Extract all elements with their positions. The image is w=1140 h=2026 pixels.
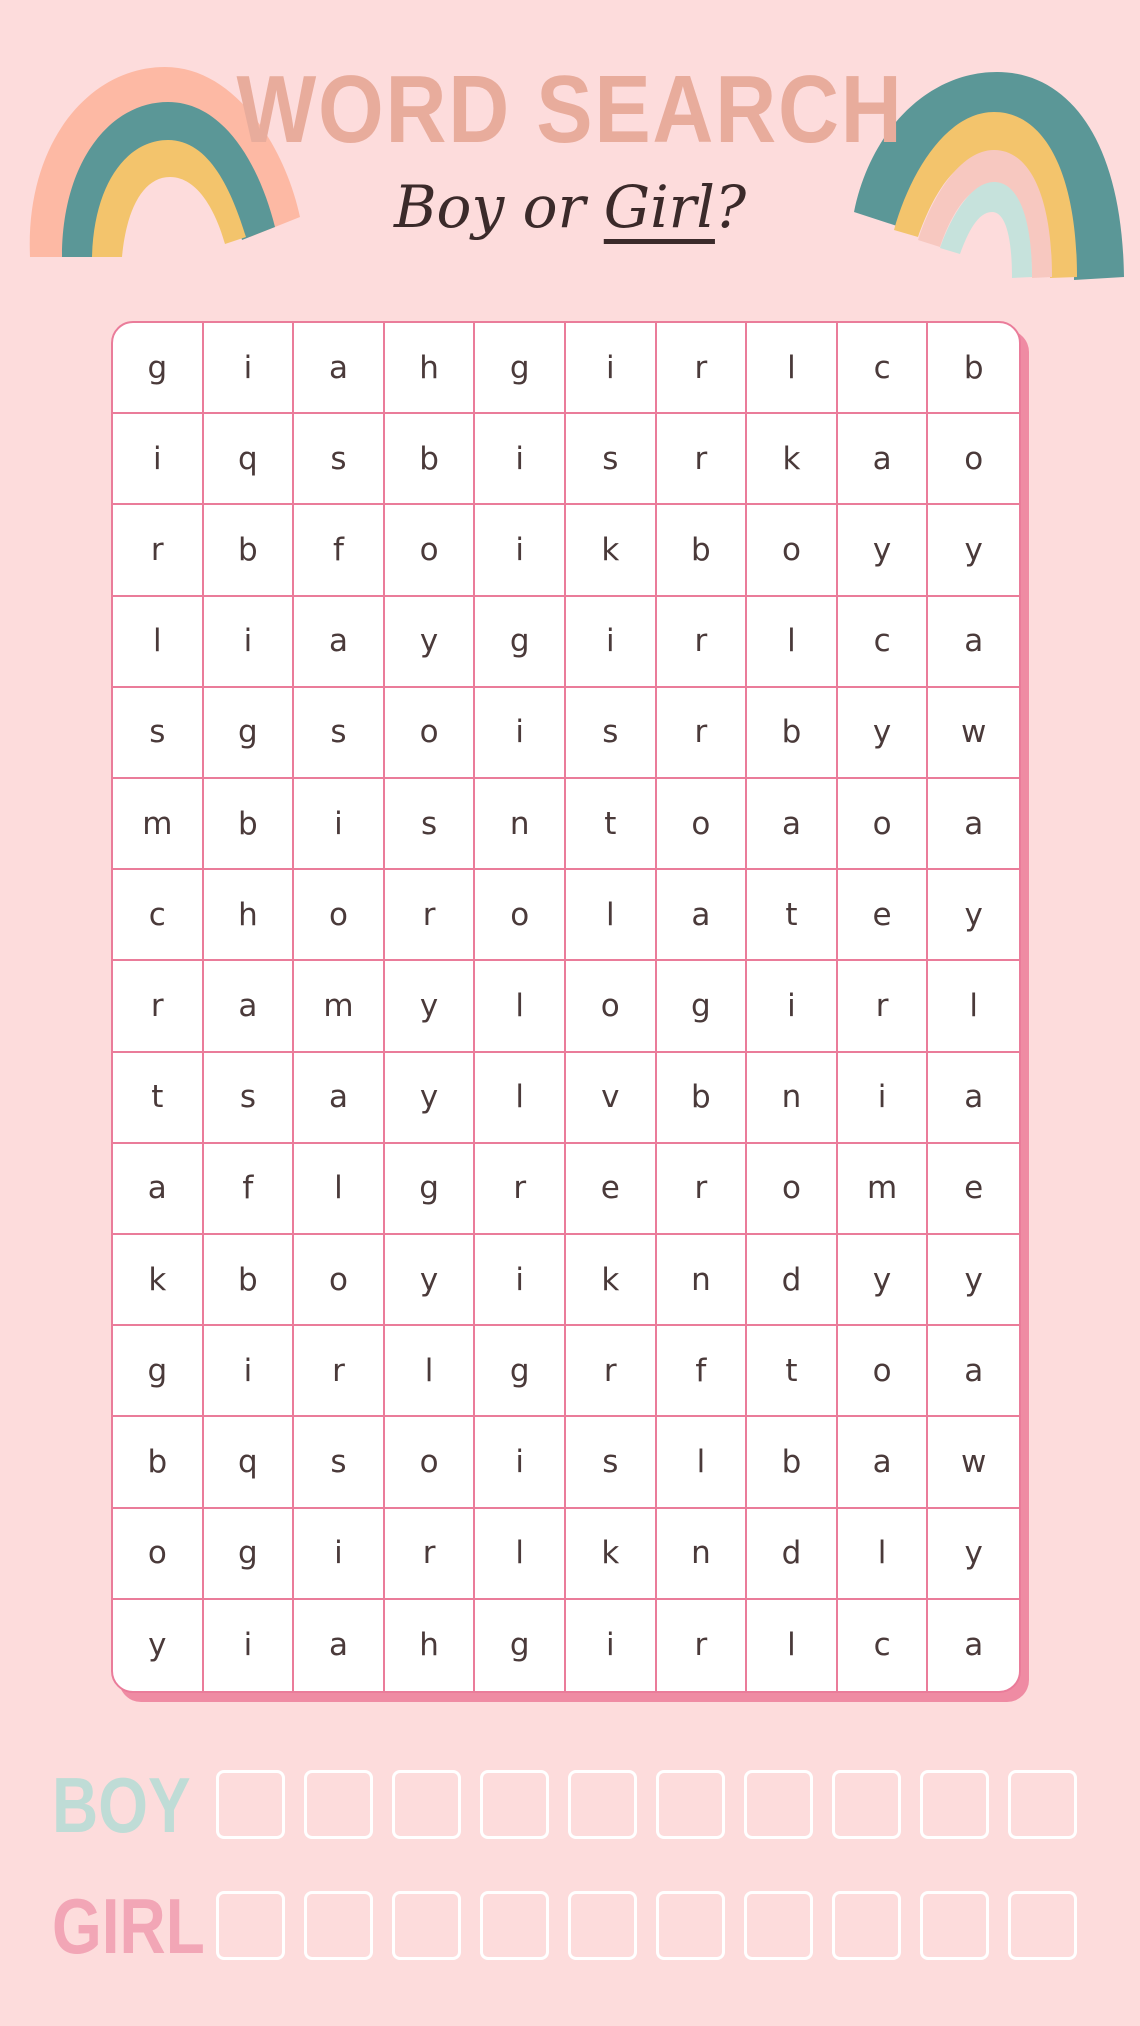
grid-cell[interactable]: b (204, 1235, 295, 1326)
grid-cell[interactable]: s (113, 688, 204, 779)
grid-cell[interactable]: y (385, 597, 476, 688)
grid-cell[interactable]: o (294, 1235, 385, 1326)
grid-cell[interactable]: i (113, 414, 204, 505)
grid-cell[interactable]: i (838, 1053, 929, 1144)
grid-cell[interactable]: y (928, 870, 1019, 961)
grid-cell[interactable]: t (747, 1326, 838, 1417)
grid-cell[interactable]: r (294, 1326, 385, 1417)
answer-label-girl: GIRL (52, 1882, 205, 1970)
grid-cell[interactable]: q (204, 414, 295, 505)
grid-cell[interactable]: n (475, 779, 566, 870)
grid-cell[interactable]: b (385, 414, 476, 505)
grid-cell[interactable]: y (928, 1509, 1019, 1600)
grid-cell[interactable]: l (566, 870, 657, 961)
grid-cell[interactable]: k (566, 1235, 657, 1326)
answer-letter-box[interactable] (832, 1891, 901, 1960)
answer-letter-box[interactable] (744, 1770, 813, 1839)
grid-cell[interactable]: b (113, 1417, 204, 1508)
grid-cell[interactable]: l (475, 961, 566, 1052)
grid-cell[interactable]: i (566, 323, 657, 414)
word-search-grid (111, 321, 1021, 1693)
grid-cell[interactable]: y (838, 505, 929, 596)
grid-cell[interactable]: o (113, 1509, 204, 1600)
grid-cell[interactable]: a (294, 597, 385, 688)
grid-cell[interactable]: l (475, 1509, 566, 1600)
answer-letter-box[interactable] (568, 1770, 637, 1839)
grid-cell[interactable]: g (204, 688, 295, 779)
grid-cell[interactable]: r (657, 1600, 748, 1691)
answer-letter-box[interactable] (1008, 1770, 1077, 1839)
grid-cell[interactable]: a (294, 1053, 385, 1144)
grid-cell[interactable]: h (385, 323, 476, 414)
grid-cell[interactable]: o (385, 688, 476, 779)
grid-cell[interactable]: g (475, 323, 566, 414)
grid-cell[interactable]: o (747, 505, 838, 596)
grid-cell[interactable]: y (385, 961, 476, 1052)
answer-row-girl (0, 1882, 1140, 1970)
grid-cell[interactable]: a (747, 779, 838, 870)
grid-cell[interactable]: k (566, 505, 657, 596)
grid-cell[interactable]: f (294, 505, 385, 596)
grid-cell[interactable]: o (566, 961, 657, 1052)
grid-cell[interactable]: l (928, 961, 1019, 1052)
grid-cell[interactable]: i (204, 1600, 295, 1691)
answer-letter-box[interactable] (832, 1770, 901, 1839)
grid-cell[interactable]: d (747, 1235, 838, 1326)
grid-cell[interactable]: o (385, 1417, 476, 1508)
subtitle-suffix: ? (714, 173, 747, 241)
grid-cell[interactable]: a (964, 1627, 984, 1664)
grid-cell[interactable]: r (657, 414, 748, 505)
grid-cell[interactable]: s (385, 779, 476, 870)
grid-cell[interactable]: t (747, 870, 838, 961)
grid-cell[interactable]: c (838, 323, 929, 414)
grid-cell[interactable]: r (566, 1326, 657, 1417)
answer-letter-box[interactable] (480, 1770, 549, 1839)
grid-cell[interactable]: b (928, 323, 1019, 414)
grid-cell[interactable]: l (838, 1509, 929, 1600)
grid-cell[interactable]: b (657, 505, 748, 596)
grid-cell[interactable]: y (385, 1235, 476, 1326)
grid-cell[interactable]: r (113, 505, 204, 596)
grid-cell[interactable]: r (657, 597, 748, 688)
grid-cell[interactable]: s (566, 414, 657, 505)
grid-cell[interactable]: m (294, 961, 385, 1052)
grid-cell[interactable]: i (566, 597, 657, 688)
grid-cell[interactable]: b (204, 779, 295, 870)
grid-cell[interactable]: o (475, 870, 566, 961)
grid-cell[interactable]: a (838, 1417, 929, 1508)
grid-cell[interactable]: r (657, 323, 748, 414)
answer-boxes (216, 1770, 1077, 1839)
grid-cell[interactable]: t (113, 1053, 204, 1144)
grid-cell[interactable]: w (928, 1417, 1019, 1508)
grid-cell[interactable]: t (566, 779, 657, 870)
answer-letter-box[interactable] (656, 1891, 725, 1960)
grid-cell[interactable]: r (657, 688, 748, 779)
grid-cell[interactable]: l (657, 1417, 748, 1508)
answer-boxes (216, 1891, 1077, 1960)
grid-cell[interactable]: n (657, 1235, 748, 1326)
answer-letter-box[interactable] (1008, 1891, 1077, 1960)
grid-cell[interactable]: i (475, 414, 566, 505)
answer-letter-box[interactable] (920, 1770, 989, 1839)
answer-letter-box[interactable] (568, 1891, 637, 1960)
grid-cell[interactable]: a (204, 961, 295, 1052)
grid-cell[interactable]: o (928, 414, 1019, 505)
answer-letter-box[interactable] (304, 1891, 373, 1960)
grid-cell[interactable]: g (475, 597, 566, 688)
grid-cell[interactable]: o (747, 1144, 838, 1235)
grid-cell[interactable]: f (204, 1144, 295, 1235)
grid-cell[interactable]: s (294, 1417, 385, 1508)
grid-cell[interactable]: a (294, 323, 385, 414)
answer-row-boy (0, 1761, 1140, 1849)
grid-cell[interactable]: i (475, 1235, 566, 1326)
answer-letter-box[interactable] (304, 1770, 373, 1839)
grid-cell[interactable]: r (475, 1144, 566, 1235)
grid-cell[interactable]: i (475, 505, 566, 596)
grid-cell[interactable]: k (566, 1509, 657, 1600)
grid-cell[interactable]: y (928, 1235, 1019, 1326)
grid-cell[interactable]: o (657, 779, 748, 870)
grid-cell[interactable]: h (385, 1600, 476, 1691)
grid-cell[interactable]: l (747, 597, 838, 688)
grid-cell[interactable]: y (838, 1235, 929, 1326)
subtitle-girl: Girl (603, 173, 715, 241)
answer-letter-box[interactable] (744, 1891, 813, 1960)
grid-cell[interactable]: r (385, 870, 476, 961)
grid-cell[interactable]: i (475, 1417, 566, 1508)
grid-cell[interactable]: v (566, 1053, 657, 1144)
grid-cell[interactable]: m (113, 779, 204, 870)
grid-cell[interactable]: l (475, 1053, 566, 1144)
grid-cell[interactable]: q (204, 1417, 295, 1508)
grid-cell[interactable]: g (475, 1326, 566, 1417)
grid-cell[interactable]: m (838, 1144, 929, 1235)
grid-cell[interactable]: i (475, 688, 566, 779)
grid-cell[interactable]: g (113, 323, 204, 414)
grid-cell[interactable]: r (385, 1509, 476, 1600)
grid-cell[interactable]: k (747, 414, 838, 505)
answer-letter-box[interactable] (920, 1891, 989, 1960)
subtitle-prefix: Boy or (393, 173, 604, 241)
grid-cell[interactable]: o (294, 870, 385, 961)
grid-cell[interactable]: e (838, 870, 929, 961)
answer-letter-box[interactable] (216, 1891, 285, 1960)
grid-cell[interactable]: r (657, 1144, 748, 1235)
grid-cell[interactable]: s (294, 688, 385, 779)
grid-cell[interactable]: s (294, 414, 385, 505)
page-subtitle (0, 173, 1140, 241)
grid-cell[interactable]: n (747, 1053, 838, 1144)
grid-cell[interactable]: r (838, 961, 929, 1052)
grid-cell[interactable]: k (113, 1235, 204, 1326)
answer-letter-box[interactable] (216, 1770, 285, 1839)
grid-cell[interactable]: a (113, 1144, 204, 1235)
grid-cell[interactable]: l (747, 1600, 838, 1691)
grid-cell[interactable]: s (204, 1053, 295, 1144)
grid-cell[interactable]: a (928, 779, 1019, 870)
grid-cell[interactable]: i (204, 1326, 295, 1417)
grid-cell[interactable]: g (204, 1509, 295, 1600)
grid-cell[interactable]: l (747, 323, 838, 414)
grid-cell[interactable]: g (475, 1600, 566, 1691)
grid-cell[interactable]: r (113, 961, 204, 1052)
grid-cell[interactable]: a (928, 597, 1019, 688)
grid-cell[interactable]: c (838, 597, 929, 688)
grid-cell[interactable]: y (385, 1053, 476, 1144)
grid-cell[interactable]: y (928, 505, 1019, 596)
grid-cell[interactable]: g (113, 1326, 204, 1417)
grid-cell[interactable]: i (566, 1600, 657, 1691)
grid-cell[interactable]: d (747, 1509, 838, 1600)
grid-cell[interactable]: c (838, 1600, 929, 1691)
grid-cell[interactable]: f (657, 1326, 748, 1417)
grid-cell[interactable]: b (747, 1417, 838, 1508)
grid-cell[interactable]: g (385, 1144, 476, 1235)
answer-letter-box[interactable] (392, 1891, 461, 1960)
grid-cell[interactable]: i (204, 597, 295, 688)
grid-cell[interactable]: c (113, 870, 204, 961)
page-title: WORD SEARCH (236, 56, 904, 163)
grid-cell[interactable]: b (747, 688, 838, 779)
grid-cell[interactable]: y (838, 688, 929, 779)
grid-cell[interactable]: a (928, 1053, 1019, 1144)
grid-cell[interactable]: b (204, 505, 295, 596)
answer-letter-box[interactable] (480, 1891, 549, 1960)
grid-cell[interactable]: n (657, 1509, 748, 1600)
grid-cell[interactable]: h (204, 870, 295, 961)
grid-cell[interactable]: a (928, 1326, 1019, 1417)
grid-cell[interactable]: w (928, 688, 1019, 779)
grid-cell[interactable]: l (294, 1144, 385, 1235)
grid-cell[interactable]: i (204, 323, 295, 414)
grid-cell[interactable]: s (566, 1417, 657, 1508)
grid-cell[interactable]: l (385, 1326, 476, 1417)
answer-letter-box[interactable] (392, 1770, 461, 1839)
grid-cell[interactable]: b (657, 1053, 748, 1144)
answer-label-boy: BOY (52, 1761, 191, 1849)
grid-cell[interactable]: o (838, 779, 929, 870)
grid-cell[interactable]: a (838, 414, 929, 505)
grid-cell[interactable]: o (385, 505, 476, 596)
grid-cell[interactable]: e (928, 1144, 1019, 1235)
grid-cell[interactable]: o (838, 1326, 929, 1417)
grid-cell[interactable]: a (657, 870, 748, 961)
grid-cell[interactable]: i (747, 961, 838, 1052)
grid-cell[interactable]: e (566, 1144, 657, 1235)
grid-cell[interactable]: y (113, 1600, 204, 1691)
answer-letter-box[interactable] (656, 1770, 725, 1839)
grid-cell[interactable]: i (294, 779, 385, 870)
grid-cell[interactable]: s (566, 688, 657, 779)
grid-cell[interactable]: l (113, 597, 204, 688)
grid-cell[interactable]: g (657, 961, 748, 1052)
grid-cell[interactable]: i (294, 1509, 385, 1600)
grid-cell[interactable]: a (294, 1600, 385, 1691)
